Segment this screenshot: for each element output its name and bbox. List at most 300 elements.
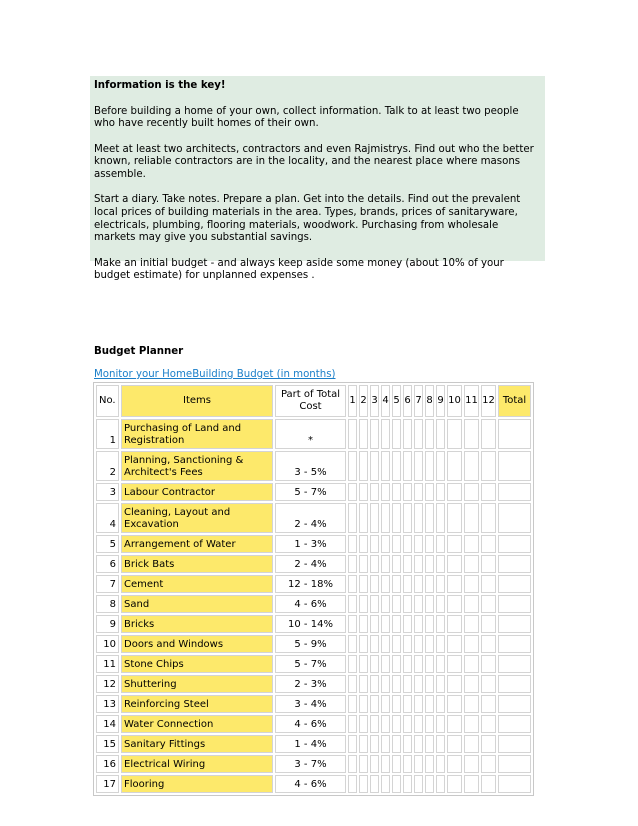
month-input-cell[interactable] xyxy=(392,775,401,793)
month-input-cell[interactable] xyxy=(370,775,379,793)
total-cell[interactable] xyxy=(498,503,531,533)
month-input-cell[interactable] xyxy=(370,451,379,481)
month-input-cell[interactable] xyxy=(425,615,434,633)
month-input-cell[interactable] xyxy=(436,635,445,653)
month-input-cell[interactable] xyxy=(481,483,496,501)
month-input-cell[interactable] xyxy=(425,755,434,773)
month-input-cell[interactable] xyxy=(414,655,423,673)
row-item: Reinforcing Steel xyxy=(121,695,273,713)
budget-table xyxy=(93,382,534,796)
month-input-cell[interactable] xyxy=(359,755,368,773)
row-item: Planning, Sanctioning & Architect's Fees xyxy=(121,451,273,481)
total-cell[interactable] xyxy=(498,695,531,713)
month-input-cell[interactable] xyxy=(381,615,390,633)
month-input-cell[interactable] xyxy=(359,735,368,753)
month-input-cell[interactable] xyxy=(481,735,496,753)
header-month: 12 xyxy=(481,385,496,417)
month-input-cell[interactable] xyxy=(425,715,434,733)
month-input-cell[interactable] xyxy=(464,675,479,693)
row-cost: 12 - 18% xyxy=(275,575,346,593)
month-input-cell[interactable] xyxy=(447,575,462,593)
month-input-cell[interactable] xyxy=(348,535,357,553)
month-input-cell[interactable] xyxy=(425,575,434,593)
total-cell[interactable] xyxy=(498,575,531,593)
row-item: Cement xyxy=(121,575,273,593)
row-item: Sand xyxy=(121,595,273,613)
month-input-cell[interactable] xyxy=(464,775,479,793)
month-input-cell[interactable] xyxy=(403,483,412,501)
month-input-cell[interactable] xyxy=(381,695,390,713)
row-item: Bricks xyxy=(121,615,273,633)
month-input-cell[interactable] xyxy=(348,695,357,713)
month-input-cell[interactable] xyxy=(425,655,434,673)
month-input-cell[interactable] xyxy=(392,575,401,593)
month-input-cell[interactable] xyxy=(392,503,401,533)
month-input-cell[interactable] xyxy=(464,755,479,773)
month-input-cell[interactable] xyxy=(348,555,357,573)
total-cell[interactable] xyxy=(498,555,531,573)
row-cost: 1 - 4% xyxy=(275,735,346,753)
info-paragraph: Make an initial budget - and always keep aside some money (about 10% of your budget estimate) for unplanned expenses . xyxy=(94,257,504,282)
month-input-cell[interactable] xyxy=(348,715,357,733)
month-input-cell[interactable] xyxy=(414,419,423,449)
table-header-row xyxy=(96,385,531,417)
total-cell[interactable] xyxy=(498,535,531,553)
table-row xyxy=(96,419,531,449)
month-input-cell[interactable] xyxy=(392,535,401,553)
month-input-cell[interactable] xyxy=(414,535,423,553)
month-input-cell[interactable] xyxy=(464,635,479,653)
month-input-cell[interactable] xyxy=(392,715,401,733)
month-input-cell[interactable] xyxy=(464,735,479,753)
month-input-cell[interactable] xyxy=(447,615,462,633)
month-input-cell[interactable] xyxy=(348,419,357,449)
month-input-cell[interactable] xyxy=(414,575,423,593)
month-input-cell[interactable] xyxy=(464,451,479,481)
month-input-cell[interactable] xyxy=(392,655,401,673)
row-item: Brick Bats xyxy=(121,555,273,573)
month-input-cell[interactable] xyxy=(447,675,462,693)
table-row xyxy=(96,483,531,501)
month-input-cell[interactable] xyxy=(392,555,401,573)
month-input-cell[interactable] xyxy=(381,419,390,449)
month-input-cell[interactable] xyxy=(481,451,496,481)
row-number: 16 xyxy=(96,755,119,773)
month-input-cell[interactable] xyxy=(447,535,462,553)
info-title: Information is the key! xyxy=(94,80,226,91)
month-input-cell[interactable] xyxy=(447,755,462,773)
total-cell[interactable] xyxy=(498,675,531,693)
month-input-cell[interactable] xyxy=(348,775,357,793)
table-row xyxy=(96,755,531,773)
row-item: Labour Contractor xyxy=(121,483,273,501)
row-cost: 2 - 3% xyxy=(275,675,346,693)
month-input-cell[interactable] xyxy=(436,675,445,693)
total-cell[interactable] xyxy=(498,451,531,481)
row-item: Stone Chips xyxy=(121,655,273,673)
month-input-cell[interactable] xyxy=(348,595,357,613)
table-row xyxy=(96,451,531,481)
month-input-cell[interactable] xyxy=(381,575,390,593)
month-input-cell[interactable] xyxy=(414,483,423,501)
month-input-cell[interactable] xyxy=(436,735,445,753)
month-input-cell[interactable] xyxy=(370,575,379,593)
month-input-cell[interactable] xyxy=(436,451,445,481)
row-cost: 3 - 7% xyxy=(275,755,346,773)
month-input-cell[interactable] xyxy=(359,451,368,481)
month-input-cell[interactable] xyxy=(403,755,412,773)
month-input-cell[interactable] xyxy=(381,635,390,653)
month-input-cell[interactable] xyxy=(436,503,445,533)
month-input-cell[interactable] xyxy=(359,655,368,673)
header-cost: Part of Total Cost xyxy=(275,385,346,417)
header-month: 5 xyxy=(392,385,401,417)
month-input-cell[interactable] xyxy=(392,615,401,633)
month-input-cell[interactable] xyxy=(359,715,368,733)
month-input-cell[interactable] xyxy=(425,735,434,753)
budget-planner-title: Budget Planner xyxy=(94,346,184,357)
month-input-cell[interactable] xyxy=(370,419,379,449)
month-input-cell[interactable] xyxy=(359,695,368,713)
total-cell[interactable] xyxy=(498,715,531,733)
month-input-cell[interactable] xyxy=(381,535,390,553)
month-input-cell[interactable] xyxy=(447,695,462,713)
table-row xyxy=(96,715,531,733)
total-cell[interactable] xyxy=(498,595,531,613)
total-cell[interactable] xyxy=(498,419,531,449)
month-input-cell[interactable] xyxy=(359,483,368,501)
month-input-cell[interactable] xyxy=(436,595,445,613)
month-input-cell[interactable] xyxy=(392,735,401,753)
month-input-cell[interactable] xyxy=(414,451,423,481)
month-input-cell[interactable] xyxy=(436,555,445,573)
month-input-cell[interactable] xyxy=(481,695,496,713)
row-item: Electrical Wiring xyxy=(121,755,273,773)
month-input-cell[interactable] xyxy=(481,535,496,553)
month-input-cell[interactable] xyxy=(414,715,423,733)
table-row xyxy=(96,635,531,653)
month-input-cell[interactable] xyxy=(425,451,434,481)
header-total: Total xyxy=(498,385,531,417)
month-input-cell[interactable] xyxy=(414,555,423,573)
month-input-cell[interactable] xyxy=(425,675,434,693)
row-number: 1 xyxy=(96,419,119,449)
month-input-cell[interactable] xyxy=(414,615,423,633)
month-input-cell[interactable] xyxy=(414,675,423,693)
row-cost: * xyxy=(275,419,346,449)
month-input-cell[interactable] xyxy=(464,595,479,613)
row-number: 3 xyxy=(96,483,119,501)
month-input-cell[interactable] xyxy=(403,735,412,753)
month-input-cell[interactable] xyxy=(381,715,390,733)
month-input-cell[interactable] xyxy=(403,451,412,481)
month-input-cell[interactable] xyxy=(464,503,479,533)
month-input-cell[interactable] xyxy=(481,755,496,773)
month-input-cell[interactable] xyxy=(425,555,434,573)
month-input-cell[interactable] xyxy=(464,575,479,593)
row-cost: 2 - 4% xyxy=(275,555,346,573)
row-cost: 3 - 4% xyxy=(275,695,346,713)
month-input-cell[interactable] xyxy=(348,615,357,633)
month-input-cell[interactable] xyxy=(447,715,462,733)
month-input-cell[interactable] xyxy=(392,419,401,449)
month-input-cell[interactable] xyxy=(425,503,434,533)
month-input-cell[interactable] xyxy=(403,615,412,633)
month-input-cell[interactable] xyxy=(392,695,401,713)
month-input-cell[interactable] xyxy=(348,483,357,501)
month-input-cell[interactable] xyxy=(436,483,445,501)
month-input-cell[interactable] xyxy=(447,775,462,793)
month-input-cell[interactable] xyxy=(414,695,423,713)
month-input-cell[interactable] xyxy=(481,575,496,593)
month-input-cell[interactable] xyxy=(414,735,423,753)
month-input-cell[interactable] xyxy=(381,503,390,533)
info-paragraph: Before building a home of your own, collect information. Talk to at least two people who have recently built homes of their own. xyxy=(94,105,519,130)
month-input-cell[interactable] xyxy=(425,595,434,613)
table-row xyxy=(96,775,531,793)
header-month: 1 xyxy=(348,385,357,417)
month-input-cell[interactable] xyxy=(436,419,445,449)
total-cell[interactable] xyxy=(498,775,531,793)
month-input-cell[interactable] xyxy=(481,503,496,533)
month-input-cell[interactable] xyxy=(425,695,434,713)
row-number: 12 xyxy=(96,675,119,693)
row-cost: 2 - 4% xyxy=(275,503,346,533)
row-cost: 10 - 14% xyxy=(275,615,346,633)
row-cost: 5 - 9% xyxy=(275,635,346,653)
month-input-cell[interactable] xyxy=(359,555,368,573)
month-input-cell[interactable] xyxy=(381,655,390,673)
month-input-cell[interactable] xyxy=(348,503,357,533)
month-input-cell[interactable] xyxy=(447,419,462,449)
month-input-cell[interactable] xyxy=(348,735,357,753)
month-input-cell[interactable] xyxy=(359,535,368,553)
table-row xyxy=(96,535,531,553)
month-input-cell[interactable] xyxy=(481,595,496,613)
month-input-cell[interactable] xyxy=(381,735,390,753)
row-number: 6 xyxy=(96,555,119,573)
month-input-cell[interactable] xyxy=(403,575,412,593)
month-input-cell[interactable] xyxy=(436,715,445,733)
month-input-cell[interactable] xyxy=(392,595,401,613)
month-input-cell[interactable] xyxy=(436,615,445,633)
header-month: 3 xyxy=(370,385,379,417)
row-number: 15 xyxy=(96,735,119,753)
row-number: 14 xyxy=(96,715,119,733)
month-input-cell[interactable] xyxy=(481,655,496,673)
month-input-cell[interactable] xyxy=(425,483,434,501)
month-input-cell[interactable] xyxy=(464,419,479,449)
row-cost: 3 - 5% xyxy=(275,451,346,481)
table-row xyxy=(96,695,531,713)
month-input-cell[interactable] xyxy=(414,635,423,653)
row-cost: 5 - 7% xyxy=(275,483,346,501)
month-input-cell[interactable] xyxy=(359,419,368,449)
row-item: Sanitary Fittings xyxy=(121,735,273,753)
month-input-cell[interactable] xyxy=(392,675,401,693)
row-number: 9 xyxy=(96,615,119,633)
month-input-cell[interactable] xyxy=(381,451,390,481)
month-input-cell[interactable] xyxy=(403,675,412,693)
month-input-cell[interactable] xyxy=(464,483,479,501)
month-input-cell[interactable] xyxy=(381,555,390,573)
row-cost: 1 - 3% xyxy=(275,535,346,553)
info-box xyxy=(90,76,545,282)
month-input-cell[interactable] xyxy=(403,655,412,673)
month-input-cell[interactable] xyxy=(348,675,357,693)
month-input-cell[interactable] xyxy=(359,503,368,533)
month-input-cell[interactable] xyxy=(447,635,462,653)
row-item: Shuttering xyxy=(121,675,273,693)
month-input-cell[interactable] xyxy=(359,575,368,593)
month-input-cell[interactable] xyxy=(425,635,434,653)
month-input-cell[interactable] xyxy=(481,715,496,733)
month-input-cell[interactable] xyxy=(481,775,496,793)
month-input-cell[interactable] xyxy=(370,695,379,713)
month-input-cell[interactable] xyxy=(447,655,462,673)
month-input-cell[interactable] xyxy=(414,775,423,793)
month-input-cell[interactable] xyxy=(403,695,412,713)
month-input-cell[interactable] xyxy=(481,675,496,693)
table-row xyxy=(96,675,531,693)
month-input-cell[interactable] xyxy=(392,451,401,481)
month-input-cell[interactable] xyxy=(481,615,496,633)
month-input-cell[interactable] xyxy=(370,735,379,753)
month-input-cell[interactable] xyxy=(464,655,479,673)
month-input-cell[interactable] xyxy=(359,775,368,793)
row-number: 5 xyxy=(96,535,119,553)
header-month: 7 xyxy=(414,385,423,417)
row-number: 13 xyxy=(96,695,119,713)
month-input-cell[interactable] xyxy=(370,755,379,773)
header-month: 2 xyxy=(359,385,368,417)
month-input-cell[interactable] xyxy=(414,755,423,773)
total-cell[interactable] xyxy=(498,755,531,773)
month-input-cell[interactable] xyxy=(425,419,434,449)
row-number: 17 xyxy=(96,775,119,793)
total-cell[interactable] xyxy=(498,615,531,633)
monitor-budget-link[interactable]: Monitor your HomeBuilding Budget (in months) xyxy=(94,369,336,380)
month-input-cell[interactable] xyxy=(447,735,462,753)
month-input-cell[interactable] xyxy=(370,555,379,573)
row-item: Arrangement of Water xyxy=(121,535,273,553)
row-number: 7 xyxy=(96,575,119,593)
month-input-cell[interactable] xyxy=(348,575,357,593)
month-input-cell[interactable] xyxy=(370,675,379,693)
month-input-cell[interactable] xyxy=(381,595,390,613)
month-input-cell[interactable] xyxy=(481,555,496,573)
month-input-cell[interactable] xyxy=(403,715,412,733)
month-input-cell[interactable] xyxy=(403,555,412,573)
total-cell[interactable] xyxy=(498,735,531,753)
month-input-cell[interactable] xyxy=(381,483,390,501)
row-cost: 4 - 6% xyxy=(275,775,346,793)
table-row xyxy=(96,575,531,593)
row-cost: 4 - 6% xyxy=(275,715,346,733)
month-input-cell[interactable] xyxy=(403,503,412,533)
total-cell[interactable] xyxy=(498,635,531,653)
month-input-cell[interactable] xyxy=(381,675,390,693)
month-input-cell[interactable] xyxy=(414,503,423,533)
header-month: 6 xyxy=(403,385,412,417)
table-row xyxy=(96,615,531,633)
month-input-cell[interactable] xyxy=(359,615,368,633)
month-input-cell[interactable] xyxy=(370,715,379,733)
month-input-cell[interactable] xyxy=(447,595,462,613)
month-input-cell[interactable] xyxy=(392,483,401,501)
month-input-cell[interactable] xyxy=(436,575,445,593)
month-input-cell[interactable] xyxy=(481,635,496,653)
month-input-cell[interactable] xyxy=(403,535,412,553)
month-input-cell[interactable] xyxy=(425,535,434,553)
budget-table-body xyxy=(96,419,531,793)
month-input-cell[interactable] xyxy=(425,775,434,793)
month-input-cell[interactable] xyxy=(370,615,379,633)
month-input-cell[interactable] xyxy=(447,503,462,533)
month-input-cell[interactable] xyxy=(381,775,390,793)
total-cell[interactable] xyxy=(498,655,531,673)
month-input-cell[interactable] xyxy=(403,419,412,449)
month-input-cell[interactable] xyxy=(359,675,368,693)
month-input-cell[interactable] xyxy=(481,419,496,449)
month-input-cell[interactable] xyxy=(403,595,412,613)
row-item: Water Connection xyxy=(121,715,273,733)
month-input-cell[interactable] xyxy=(370,503,379,533)
month-input-cell[interactable] xyxy=(403,635,412,653)
row-cost: 5 - 7% xyxy=(275,655,346,673)
month-input-cell[interactable] xyxy=(348,451,357,481)
month-input-cell[interactable] xyxy=(370,655,379,673)
month-input-cell[interactable] xyxy=(464,695,479,713)
month-input-cell[interactable] xyxy=(348,655,357,673)
month-input-cell[interactable] xyxy=(436,775,445,793)
row-item: Doors and Windows xyxy=(121,635,273,653)
month-input-cell[interactable] xyxy=(370,595,379,613)
month-input-cell[interactable] xyxy=(348,635,357,653)
table-row xyxy=(96,655,531,673)
header-month: 8 xyxy=(425,385,434,417)
row-number: 2 xyxy=(96,451,119,481)
month-input-cell[interactable] xyxy=(359,635,368,653)
month-input-cell[interactable] xyxy=(414,595,423,613)
month-input-cell[interactable] xyxy=(381,755,390,773)
month-input-cell[interactable] xyxy=(403,775,412,793)
month-input-cell[interactable] xyxy=(392,755,401,773)
month-input-cell[interactable] xyxy=(464,715,479,733)
month-input-cell[interactable] xyxy=(464,615,479,633)
header-month: 4 xyxy=(381,385,390,417)
month-input-cell[interactable] xyxy=(392,635,401,653)
header-month: 11 xyxy=(464,385,479,417)
month-input-cell[interactable] xyxy=(436,655,445,673)
month-input-cell[interactable] xyxy=(370,535,379,553)
row-cost: 4 - 6% xyxy=(275,595,346,613)
month-input-cell[interactable] xyxy=(348,755,357,773)
month-input-cell[interactable] xyxy=(359,595,368,613)
month-input-cell[interactable] xyxy=(447,483,462,501)
month-input-cell[interactable] xyxy=(436,695,445,713)
info-paragraph: Start a diary. Take notes. Prepare a plan. Get into the details. Find out the prevalent local prices of building materials in the area. Types, brands, prices of sanitaryware, electricals, plumbing, flooring materials, woodwork. Purchasing from wholesale markets may give you substantial savings. xyxy=(94,194,521,244)
total-cell[interactable] xyxy=(498,483,531,501)
month-input-cell[interactable] xyxy=(464,555,479,573)
month-input-cell[interactable] xyxy=(464,535,479,553)
month-input-cell[interactable] xyxy=(447,555,462,573)
month-input-cell[interactable] xyxy=(370,635,379,653)
month-input-cell[interactable] xyxy=(447,451,462,481)
month-input-cell[interactable] xyxy=(370,483,379,501)
month-input-cell[interactable] xyxy=(436,535,445,553)
month-input-cell[interactable] xyxy=(436,755,445,773)
